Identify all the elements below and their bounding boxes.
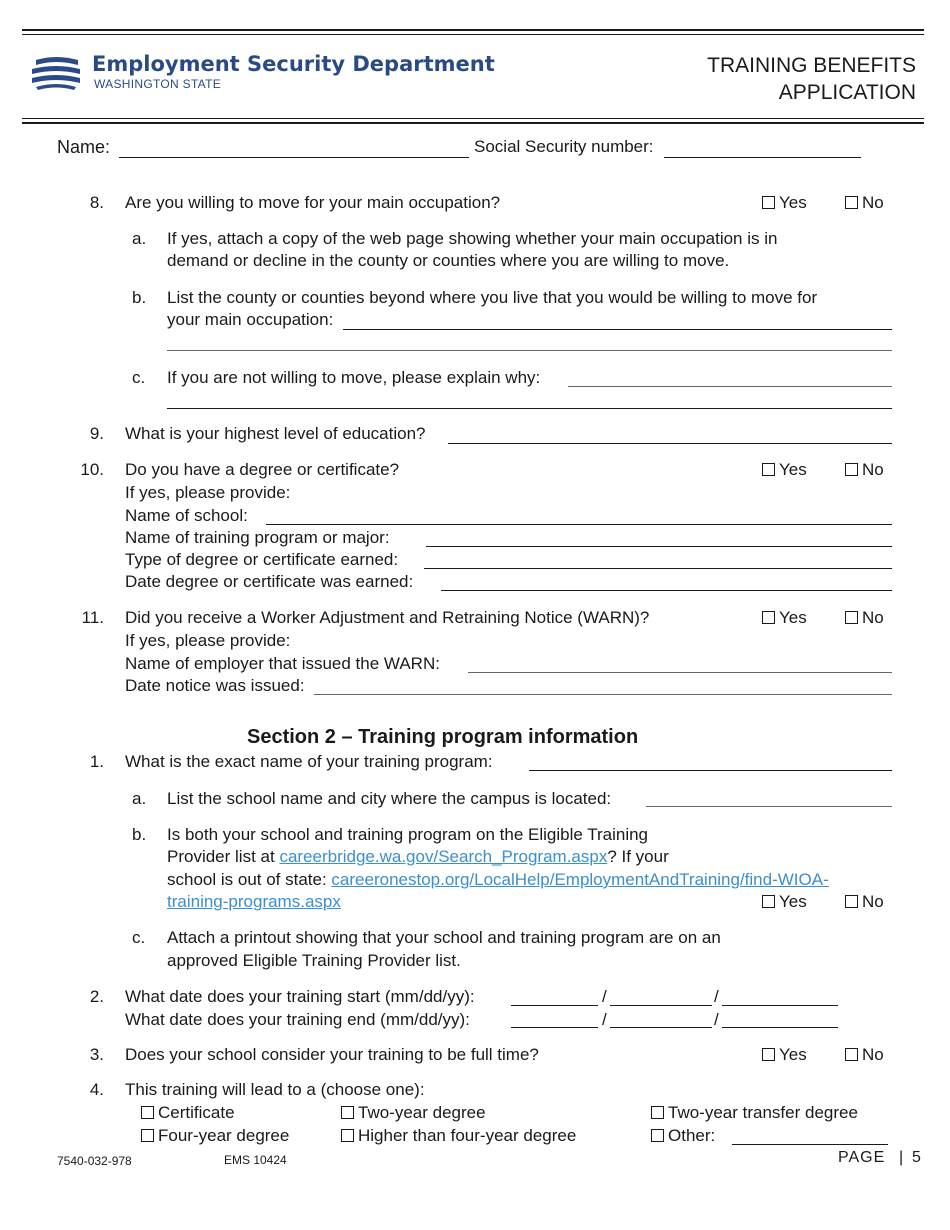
q8a-line1: If yes, attach a copy of the web page showing whether your main occupation is in <box>167 229 778 248</box>
q9-number: 9. <box>89 424 104 443</box>
header-rule <box>22 122 924 124</box>
s2-q3-number: 3. <box>89 1045 104 1064</box>
careerbridge-link[interactable]: careerbridge.wa.gov/Search_Program.aspx <box>279 847 608 866</box>
date-slash: / <box>714 1010 719 1029</box>
q8c-field[interactable] <box>568 386 892 387</box>
q11-text: Did you receive a Worker Adjustment and Retraining Notice (WARN)? <box>125 608 650 627</box>
esd-logo-icon <box>30 54 82 92</box>
checkbox-icon <box>762 196 775 209</box>
header-rule-thin <box>22 118 924 119</box>
q11-number: 11. <box>81 608 104 627</box>
q8b-letter: b. <box>132 288 147 307</box>
q10-program-label: Name of training program or major: <box>125 528 390 547</box>
ssn-field[interactable] <box>664 157 861 158</box>
checkbox-icon <box>845 1048 858 1061</box>
checkbox-icon <box>141 1129 154 1142</box>
q9-field[interactable] <box>448 443 892 444</box>
s2-q1a-text: List the school name and city where the campus is located: <box>167 789 612 808</box>
page-number: 5 <box>912 1149 921 1166</box>
org-name: Employment Security Department <box>92 52 495 76</box>
page-label: PAGE <box>838 1149 886 1166</box>
checkbox-icon <box>141 1106 154 1119</box>
s2-q2-end-label: What date does your training end (mm/dd/yy): <box>125 1010 470 1029</box>
section-2-title: Section 2 – Training program information <box>247 726 639 748</box>
checkbox-icon <box>762 611 775 624</box>
q8-no-checkbox[interactable]: No <box>845 192 884 214</box>
title-line-2: APPLICATION <box>778 81 916 104</box>
careeronestop-link[interactable]: careeronestop.org/LocalHelp/EmploymentAndTraining/find-WIOA- <box>331 870 829 889</box>
title-line-1: TRAINING BENEFITS <box>707 54 916 77</box>
q10-no-checkbox[interactable]: No <box>845 459 884 481</box>
q8-number: 8. <box>89 193 104 212</box>
checkbox-icon <box>845 463 858 476</box>
s2-q1b-line4 <box>167 891 341 913</box>
start-day-field[interactable] <box>610 1005 712 1006</box>
checkbox-icon <box>845 196 858 209</box>
q10-program-field[interactable] <box>426 546 892 547</box>
s2-q1c-line2: approved Eligible Training Provider list. <box>167 951 461 970</box>
q8c-text: If you are not willing to move, please explain why: <box>167 368 541 387</box>
s2-q3-text: Does your school consider your training to be full time? <box>125 1045 539 1064</box>
checkbox-icon <box>845 611 858 624</box>
ssn-label: Social Security number: <box>474 137 654 156</box>
q8c-letter: c. <box>132 368 146 387</box>
checkbox-icon <box>762 895 775 908</box>
q8a-line2: demand or decline in the county or counties where you are willing to move. <box>167 251 730 270</box>
s2-q1b-line1: Is both your school and training program on the Eligible Training <box>167 825 649 844</box>
option-other[interactable]: Other: <box>651 1125 715 1147</box>
s2-q1b-line3: school is out of state: careeronestop.org/LocalHelp/EmploymentAndTraining/find-WIOA- <box>167 870 829 889</box>
form-number: 7540-032-978 <box>57 1154 132 1168</box>
checkbox-icon <box>651 1129 664 1142</box>
checkbox-icon <box>341 1129 354 1142</box>
q10-date-field[interactable] <box>441 590 892 591</box>
q11-employer-field[interactable] <box>468 672 892 673</box>
top-rule-thin <box>22 34 924 35</box>
q10-type-label: Type of degree or certificate earned: <box>125 550 399 569</box>
s2-q1b-no-checkbox[interactable]: No <box>845 891 884 913</box>
s2-q1c-letter: c. <box>132 928 146 947</box>
org-subtitle: WASHINGTON STATE <box>94 77 222 91</box>
q10-school-field[interactable] <box>266 524 892 525</box>
q8-yes-checkbox[interactable]: Yes <box>762 192 807 214</box>
q8b-field[interactable] <box>343 329 892 330</box>
q8a-letter: a. <box>132 229 147 248</box>
date-slash: / <box>714 987 719 1006</box>
end-month-field[interactable] <box>511 1027 598 1028</box>
q11-yes-checkbox[interactable]: Yes <box>762 607 807 629</box>
ems-number: EMS 10424 <box>224 1153 287 1167</box>
other-field[interactable] <box>732 1144 888 1145</box>
end-day-field[interactable] <box>610 1027 712 1028</box>
checkbox-icon <box>762 1048 775 1061</box>
option-two-year-degree[interactable]: Two-year degree <box>341 1102 486 1124</box>
s2-q2-start-label: What date does your training start (mm/dd/yy): <box>125 987 475 1006</box>
option-higher-than-four-year[interactable]: Higher than four-year degree <box>341 1125 576 1147</box>
s2-q1-field[interactable] <box>529 770 892 771</box>
s2-q3-no-checkbox[interactable]: No <box>845 1044 884 1066</box>
s2-q1-number: 1. <box>89 752 104 771</box>
checkbox-icon <box>845 895 858 908</box>
checkbox-icon <box>341 1106 354 1119</box>
q11-no-checkbox[interactable]: No <box>845 607 884 629</box>
q11-date-label: Date notice was issued: <box>125 676 305 695</box>
q8-text: Are you willing to move for your main occupation? <box>125 193 501 212</box>
q10-number: 10. <box>80 460 104 479</box>
s2-q1b-line2: Provider list at careerbridge.wa.gov/Search_Program.aspx? If your <box>167 847 669 866</box>
q10-yes-checkbox[interactable]: Yes <box>762 459 807 481</box>
q9-text: What is your highest level of education? <box>125 424 426 443</box>
q10-date-label: Date degree or certificate was earned: <box>125 572 414 591</box>
s2-q4-text: This training will lead to a (choose one): <box>125 1080 425 1099</box>
s2-q1-text: What is the exact name of your training program: <box>125 752 493 771</box>
s2-q4-number: 4. <box>89 1080 104 1099</box>
q10-type-field[interactable] <box>424 568 892 569</box>
checkbox-icon <box>762 463 775 476</box>
page-separator: | <box>899 1149 904 1166</box>
q11-date-field[interactable] <box>314 694 892 695</box>
q11-employer-label: Name of employer that issued the WARN: <box>125 654 440 673</box>
start-year-field[interactable] <box>722 1005 838 1006</box>
date-slash: / <box>602 987 607 1006</box>
q11-if-yes: If yes, please provide: <box>125 631 291 650</box>
s2-q1a-letter: a. <box>132 789 147 808</box>
date-slash: / <box>602 1010 607 1029</box>
s2-q2-number: 2. <box>89 987 104 1006</box>
q10-text: Do you have a degree or certificate? <box>125 460 400 479</box>
q8b-line1: List the county or counties beyond where you live that you would be willing to move for <box>167 288 818 307</box>
s2-q1c-line1: Attach a printout showing that your school and training program are on an <box>167 928 721 947</box>
s2-q1b-yes-checkbox[interactable]: Yes <box>762 891 807 913</box>
document-title <box>707 52 916 106</box>
end-year-field[interactable] <box>722 1027 838 1028</box>
s2-q3-yes-checkbox[interactable]: Yes <box>762 1044 807 1066</box>
name-label: Name: <box>57 137 111 157</box>
option-two-year-transfer-degree[interactable]: Two-year transfer degree <box>651 1102 858 1124</box>
q10-school-label: Name of school: <box>125 506 248 525</box>
s2-q1a-field[interactable] <box>646 806 892 807</box>
q10-if-yes: If yes, please provide: <box>125 483 291 502</box>
top-rule <box>22 29 924 31</box>
start-month-field[interactable] <box>511 1005 598 1006</box>
option-certificate[interactable]: Certificate <box>141 1102 235 1124</box>
q8b-line2: your main occupation: <box>167 310 334 329</box>
checkbox-icon <box>651 1106 664 1119</box>
q8b-field-extra[interactable] <box>167 350 892 351</box>
name-field[interactable] <box>119 157 469 158</box>
s2-q1b-letter: b. <box>132 825 147 844</box>
careeronestop-link-continued[interactable]: training-programs.aspx <box>167 892 341 911</box>
option-four-year-degree[interactable]: Four-year degree <box>141 1125 289 1147</box>
q8c-field-extra[interactable] <box>167 408 892 409</box>
